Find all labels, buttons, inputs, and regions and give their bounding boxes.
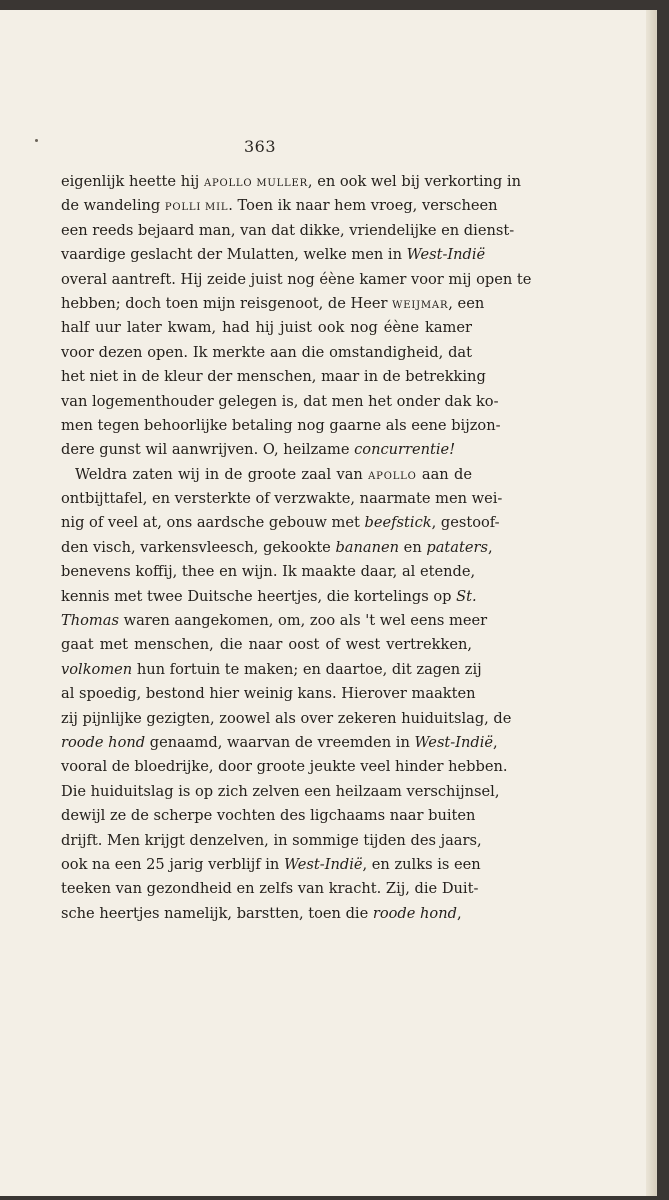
book-page (0, 10, 657, 1196)
text-line (61, 292, 485, 316)
text-line (61, 804, 476, 828)
text-line (61, 390, 499, 414)
text-line (61, 268, 532, 292)
text-run: zij pijnlijke gezigten, zoowel als over zekeren huiduitslag, de (61, 709, 512, 727)
text-line (61, 170, 521, 194)
italic-term: St. (456, 587, 477, 605)
text-run: al spoedig, bestond hier weinig kans. Hierover maakten (61, 685, 476, 703)
text-run: Weldra zaten wij in de groote zaal van (75, 465, 369, 483)
text-run: nig of veel at, ons aardsche gebouw met (61, 514, 365, 532)
small-caps-name: WEIJMAR (392, 299, 449, 311)
text-run: . Toen ik naar hem vroeg, verscheen (228, 197, 498, 215)
text-line (61, 829, 482, 853)
text-run: drijft. Men krijgt denzelven, in sommige tijden des jaars, (61, 831, 482, 849)
text-run: ontbijttafel, en versterkte of verzwakte, naarmate men wei- (61, 490, 503, 508)
italic-term: West-Indië (414, 733, 494, 751)
small-caps-name: APOLLO MULLER (203, 178, 308, 189)
text-run: sche heertjes namelijk, barstten, toen die (61, 904, 373, 922)
text-run: kennis met twee Duitsche heertjes, die kortelings op (61, 587, 457, 605)
page-edge (646, 10, 656, 1196)
text-run: , (456, 904, 462, 922)
text-line (61, 219, 515, 243)
text-run: dere gunst wil aanwrijven. O, heilzame (61, 441, 355, 459)
text-run: vooral de bloedrijke, door groote jeukte veel hinder hebben. (61, 758, 508, 776)
text-line (61, 560, 476, 584)
italic-term: West-Indië (406, 246, 486, 264)
text-run: , (493, 733, 498, 751)
text-line (61, 536, 493, 560)
text-line (61, 243, 486, 267)
text-run: men tegen behoorlijke betaling nog gaarne als eene bijzon- (61, 416, 501, 434)
text-run: ook na een 25 jarig verblijf in (61, 855, 284, 873)
text-line (61, 511, 500, 535)
text-run: teeken van gezondheid en zelfs van kracht. Zij, die Duit- (61, 880, 479, 898)
text-line (61, 463, 472, 487)
text-run: half uur later kwam, had hij juist ook nog éène kamer (61, 319, 472, 337)
text-run: , gestoof- (431, 514, 500, 532)
text-run: hebben; doch toen mijn reisgenoot, de Heer (61, 294, 393, 312)
italic-term: roode hond (61, 733, 146, 751)
text-run: en (399, 538, 427, 556)
text-line (61, 194, 498, 218)
text-line (61, 780, 500, 804)
text-line (61, 755, 508, 779)
text-line (61, 707, 512, 731)
page-number: 363 (244, 137, 277, 156)
text-run: , een (448, 294, 485, 312)
text-line (61, 633, 472, 657)
italic-term: West-Indië (283, 855, 363, 873)
small-caps-name: POLLI MIL (164, 202, 229, 214)
small-caps-name: APOLLO (368, 470, 417, 482)
body-text (61, 170, 532, 926)
text-line (61, 487, 503, 511)
text-line (61, 414, 501, 438)
text-line (61, 902, 472, 926)
italic-term: volkomen (61, 660, 133, 678)
italic-term: pataters (426, 538, 488, 556)
text-run: de wandeling (61, 197, 165, 215)
text-line (61, 658, 482, 682)
italic-term: roode hond (372, 904, 457, 922)
text-run: vaardige geslacht der Mulatten, welke men in (61, 246, 407, 264)
text-run: dewijl ze de scherpe vochten des ligchaams naar buiten (61, 807, 476, 825)
text-run: genaamd, waarvan de vreemden in (145, 733, 415, 751)
text-run: , (487, 538, 493, 556)
text-line (61, 438, 472, 462)
text-line (61, 609, 488, 633)
text-run: voor dezen open. Ik merkte aan die omstandigheid, dat (61, 343, 472, 361)
text-run: den visch, varkensvleesch, gekookte (61, 538, 336, 556)
italic-term: bananen (335, 538, 400, 556)
text-line (61, 877, 479, 901)
italic-term: Thomas (61, 612, 119, 630)
text-run: benevens koffij, thee en wijn. Ik maakte daar, al etende, (61, 563, 476, 581)
text-run: van logementhouder gelegen is, dat men het onder dak ko- (61, 392, 499, 410)
text-line (61, 341, 472, 365)
text-run: overal aantreft. Hij zeide juist nog éène kamer voor mij open te (61, 270, 532, 288)
text-line (61, 365, 486, 389)
text-run: , en zulks is een (362, 855, 481, 873)
text-line (61, 731, 498, 755)
italic-term: beefstick (364, 514, 432, 532)
text-run: een reeds bejaard man, van dat dikke, vriendelijke en dienst- (61, 221, 515, 239)
text-run: hun fortuin te maken; en daartoe, dit zagen zij (132, 660, 482, 678)
text-line (61, 682, 476, 706)
text-line (61, 585, 477, 609)
text-run: gaat met menschen, die naar oost of west vertrekken, (61, 636, 472, 654)
text-line (61, 316, 472, 340)
italic-term: concurrentie! (354, 441, 456, 459)
text-run: , en ook wel bij verkorting in (307, 173, 521, 190)
text-run: aan de (416, 465, 472, 483)
text-run: waren aangekomen, om, zoo als 't wel eens meer (118, 612, 488, 630)
text-line (61, 853, 481, 877)
text-run: eigenlijk heette hij (61, 173, 204, 190)
text-run: Die huiduitslag is op zich zelven een heilzaam verschijnsel, (61, 782, 500, 800)
text-run: het niet in de kleur der menschen, maar in de betrekking (61, 368, 486, 386)
page-speck (35, 139, 38, 142)
